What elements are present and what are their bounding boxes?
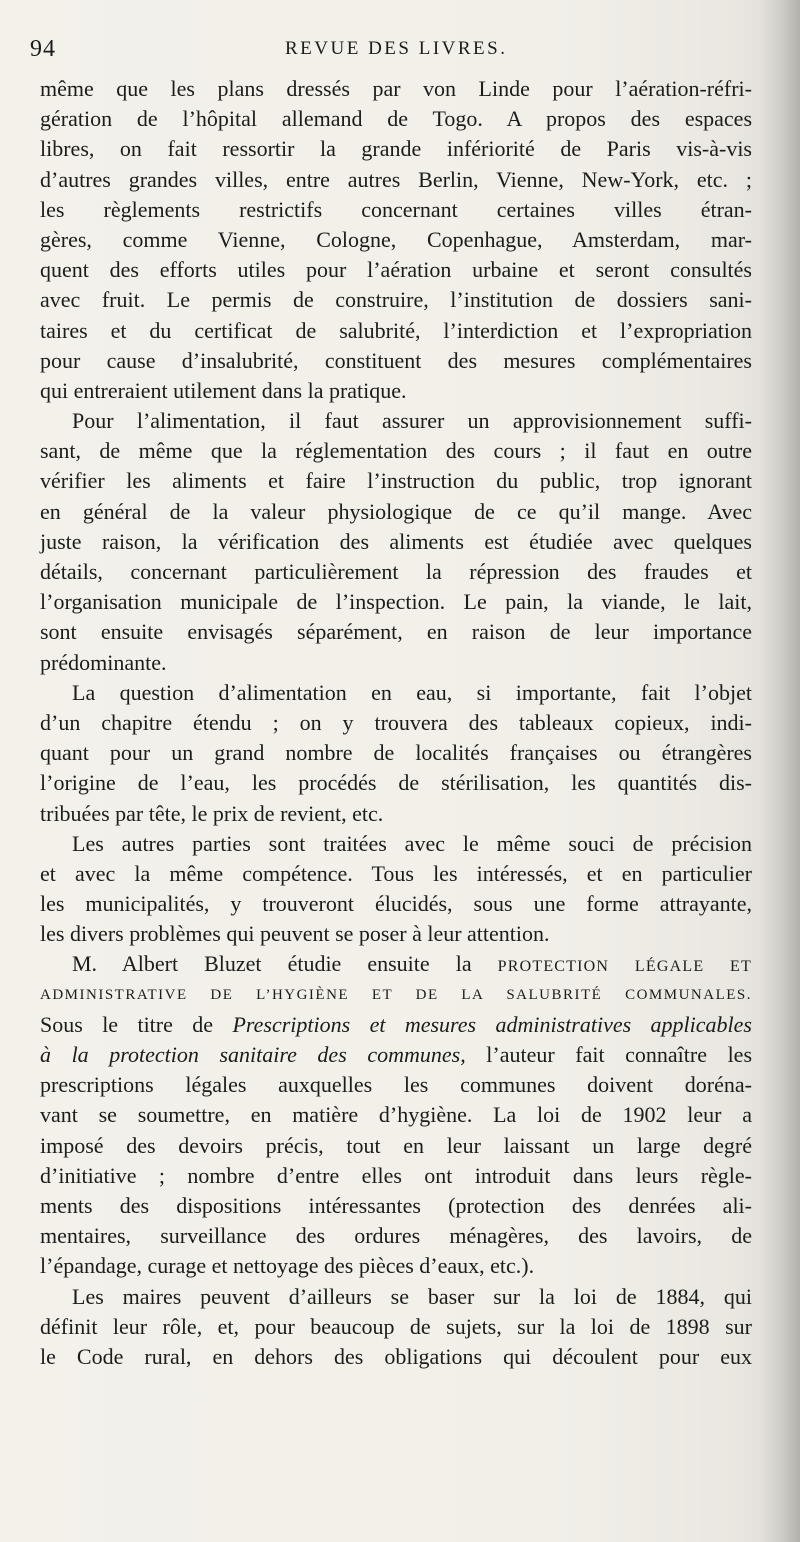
text-line: vant se soumettre, en matière d’hygiène. La loi de 1902 leur a bbox=[40, 1102, 752, 1128]
text-line: même que les plans dressés par von Linde pour l’aération-réfri- bbox=[40, 76, 752, 101]
text-line: quant pour un grand nombre de localités françaises ou étrangères bbox=[40, 740, 752, 766]
text-line: les règlements restrictifs concernant certaines villes étran- bbox=[40, 196, 752, 222]
text-line: le Code rural, en dehors des obligations qui découlent pour eux bbox=[40, 1343, 752, 1369]
bluzet-title-lead: Sous le titre de bbox=[40, 1011, 214, 1037]
text-line: pour cause d’insalubrité, constituent des mesures complémentaires bbox=[40, 347, 752, 373]
running-title: REVUE DES LIVRES. bbox=[285, 38, 508, 59]
text-line: sant, de même que la réglementation des cours ; il faut en outre bbox=[40, 438, 752, 464]
text-line-bluzet-2: ADMINISTRATIVE DE L’HYGIÈNE ET DE LA SALUBRITÉ COMMUNALES. bbox=[40, 986, 752, 1003]
text-line: mentaires, surveillance des ordures ménagères, des lavoirs, de bbox=[40, 1223, 752, 1249]
text-line: d’autres grandes villes, entre autres Berlin, Vienne, New-York, etc. ; bbox=[40, 166, 752, 192]
text-line: l’origine de l’eau, les procédés de stérilisation, les quantités dis- bbox=[40, 770, 752, 796]
text-line: les municipalités, y trouveront élucidés, sous une forme attrayante, bbox=[40, 891, 752, 917]
text-line: les divers problèmes qui peuvent se poser à leur attention. bbox=[40, 921, 550, 947]
bluzet-intro: M. Albert Bluzet étudie ensuite la bbox=[72, 951, 472, 977]
text-line-bluzet-4 bbox=[40, 1040, 752, 1070]
text-line: gération de l’hôpital allemand de Togo. A propos des espaces bbox=[40, 106, 752, 132]
text-line: ments des dispositions intéressantes (protection des denrées ali- bbox=[40, 1192, 752, 1218]
text-line: La question d’alimentation en eau, si importante, fait l’objet bbox=[72, 679, 752, 705]
text-line: qui entreraient utilement dans la pratique. bbox=[40, 377, 407, 403]
bluzet-title-tail: l’auteur fait connaître les bbox=[486, 1042, 753, 1067]
text-line: en général de la valeur physiologique de ce qu’il mange. Avec bbox=[40, 498, 752, 524]
text-line: détails, concernant particulièrement la répression des fraudes et bbox=[40, 559, 752, 584]
page-edge-shadow bbox=[760, 0, 800, 1542]
page-header bbox=[30, 36, 760, 66]
text-line: et avec la même compétence. Tous les intéressés, et en particulier bbox=[40, 860, 752, 886]
text-line: avec fruit. Le permis de construire, l’institution de dossiers sani- bbox=[40, 287, 752, 313]
text-line: définit leur rôle, et, pour beaucoup de sujets, sur la loi de 1898 sur bbox=[40, 1313, 752, 1339]
text-line: vérifier les aliments et faire l’instruction du public, trop ignorant bbox=[40, 468, 752, 494]
text-line: tribuées par tête, le prix de revient, etc. bbox=[40, 800, 384, 826]
body-text bbox=[40, 74, 752, 1372]
text-line: Pour l’alimentation, il faut assurer un approvisionnement suffi- bbox=[72, 408, 752, 434]
text-line: quent des efforts utiles pour l’aération urbaine et seront consultés bbox=[40, 257, 752, 283]
text-line: imposé des devoirs précis, tout en leur laissant un large degré bbox=[40, 1132, 752, 1158]
text-line: juste raison, la vérification des aliments est étudiée avec quelques bbox=[40, 528, 752, 554]
text-line: gères, comme Vienne, Cologne, Copenhague, Amsterdam, mar- bbox=[40, 226, 752, 252]
text-line: prescriptions légales auxquelles les communes doivent doréna- bbox=[40, 1072, 752, 1098]
book-title-italic-cont: à la protection sanitaire des communes, bbox=[40, 1042, 466, 1067]
text-line: d’initiative ; nombre d’entre elles ont introduit dans leurs règle- bbox=[40, 1162, 752, 1188]
text-line: taires et du certificat de salubrité, l’interdiction et l’expropriation bbox=[40, 317, 752, 343]
text-line: d’un chapitre étendu ; on y trouvera des tableaux copieux, indi- bbox=[40, 709, 752, 735]
text-line-bluzet-3 bbox=[40, 1010, 752, 1040]
text-line: Les autres parties sont traitées avec le même souci de précision bbox=[72, 830, 752, 856]
book-title-italic: Prescriptions et mesures administratives applicables bbox=[232, 1011, 752, 1037]
text-line: prédominante. bbox=[40, 649, 167, 675]
text-line: Les maires peuvent d’ailleurs se baser sur la loi de 1884, qui bbox=[72, 1283, 752, 1309]
section-title-small-caps: PROTECTION LÉGALE ET bbox=[497, 958, 752, 976]
text-line: l’organisation municipale de l’inspection. Le pain, la viande, le lait, bbox=[40, 589, 752, 615]
page-number: 94 bbox=[30, 36, 56, 62]
text-line-bluzet-1 bbox=[40, 949, 752, 979]
text-line: libres, on fait ressortir la grande infériorité de Paris vis-à-vis bbox=[40, 136, 752, 162]
text-line: l’épandage, curage et nettoyage des pièces d’eaux, etc.). bbox=[40, 1253, 535, 1279]
text-line: sont ensuite envisagés séparément, en raison de leur importance bbox=[40, 619, 752, 645]
